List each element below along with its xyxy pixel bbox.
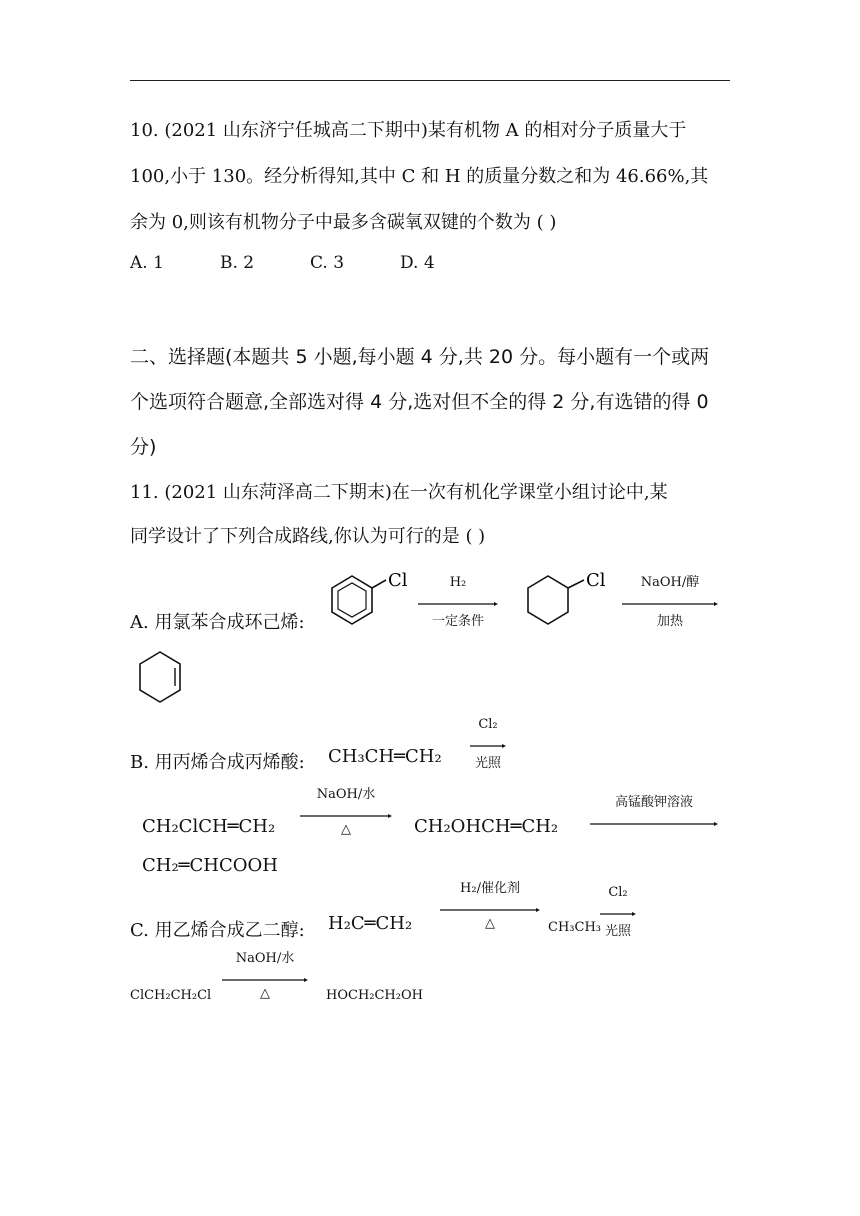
q11-b-mid2: CH₂OHCH═CH₂	[414, 816, 559, 837]
q11-c-start: H₂C═CH₂	[328, 913, 413, 934]
q10-options	[130, 253, 490, 273]
q11-c-arrow2-bottom: 光照	[604, 924, 631, 939]
q11-c-arrow3-top: NaOH/水	[235, 951, 295, 966]
q10-option-a[interactable]: A. 1	[130, 253, 164, 273]
q11-a-arrow2-bottom: 加热	[656, 614, 683, 629]
chlorobenzene-cl: Cl	[388, 570, 408, 591]
q11-c-arrow2-top: Cl₂	[608, 885, 628, 900]
q11-c-arrow1-bottom: △	[485, 916, 495, 931]
q10-line2: 100,小于 130。经分析得知,其中 C 和 H 的质量分数之和为 46.66%,其	[130, 166, 709, 187]
q11-c-arrow3	[222, 951, 308, 1001]
q11-b-arrow3	[590, 795, 718, 824]
q11-b-arrow2	[300, 787, 392, 837]
q11-a-arrow1	[418, 575, 498, 629]
q11-option-a-label: A. 用氯苯合成环己烯:	[130, 612, 305, 633]
q11-a-arrow1-bottom: 一定条件	[431, 614, 484, 629]
q11-b-arrow1	[470, 717, 506, 771]
q11-a-arrow2-top: NaOH/醇	[640, 575, 700, 590]
q11-b-end: CH₂═CHCOOH	[142, 855, 278, 876]
q11-c-end: HOCH₂CH₂OH	[326, 988, 423, 1003]
q11-b-mid1: CH₂ClCH═CH₂	[142, 816, 276, 837]
q11-c-mid2: ClCH₂CH₂Cl	[130, 988, 212, 1003]
q11-b-arrow1-top: Cl₂	[478, 717, 498, 732]
section2-line3: 分)	[130, 436, 157, 458]
q11-b-arrow2-top: NaOH/水	[316, 787, 376, 802]
q11-c-arrow3-bottom: △	[260, 986, 270, 1001]
q11-option-c-label: C. 用乙烯合成乙二醇:	[130, 920, 305, 941]
q11-b-arrow1-bottom: 光照	[474, 756, 501, 771]
q11-b-arrow2-bottom: △	[341, 822, 351, 837]
q11-option-b-label: B. 用丙烯合成丙烯酸:	[130, 752, 305, 773]
q11-c-arrow1-top: H₂/催化剂	[460, 881, 520, 896]
chlorocyclohexane-cl: Cl	[586, 570, 606, 591]
q11-c-arrow2	[600, 885, 636, 939]
top-rule	[130, 80, 730, 81]
q11-c-mid1: CH₃CH₃	[548, 920, 601, 935]
q11-line2: 同学设计了下列合成路线,你认为可行的是 ( )	[130, 526, 486, 547]
chlorobenzene-structure	[322, 566, 412, 642]
cyclohexene-structure	[130, 644, 200, 714]
chlorocyclohexane-structure	[518, 566, 618, 642]
q11-b-arrow3-top: 高锰酸钾溶液	[614, 795, 693, 810]
q10-line3: 余为 0,则该有机物分子中最多含碳氧双键的个数为 ( )	[130, 212, 557, 233]
q10-option-b[interactable]: B. 2	[220, 253, 255, 273]
q11-line1: 11. (2021 山东菏泽高二下期末)在一次有机化学课堂小组讨论中,某	[130, 482, 668, 503]
section2-line2: 个选项符合题意,全部选对得 4 分,选对但不全的得 2 分,有选错的得 0	[130, 391, 709, 413]
section2-line1: 二、选择题(本题共 5 小题,每小题 4 分,共 20 分。每小题有一个或两	[130, 346, 710, 368]
q11-a-arrow2	[622, 575, 718, 629]
q11-c-arrow1	[440, 881, 540, 931]
q10-option-c[interactable]: C. 3	[310, 253, 345, 273]
q11-a-arrow1-top: H₂	[449, 575, 467, 590]
q10-line1: 10. (2021 山东济宁任城高二下期中)某有机物 A 的相对分子质量大于	[130, 120, 687, 141]
q11-b-start: CH₃CH═CH₂	[328, 746, 442, 767]
q10-option-d[interactable]: D. 4	[400, 253, 435, 273]
